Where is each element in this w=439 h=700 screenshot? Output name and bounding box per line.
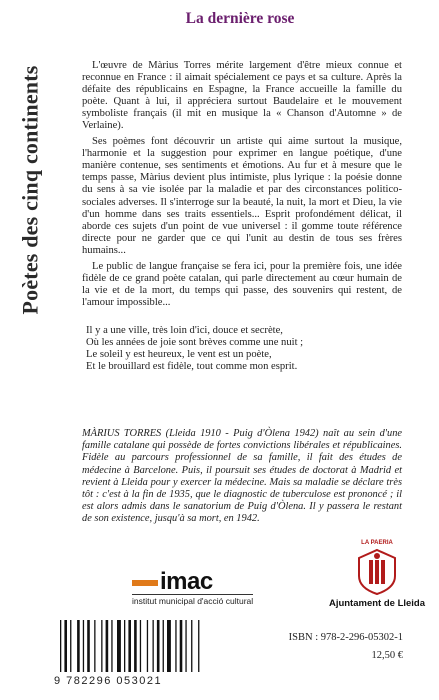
imac-subtitle: institut municipal d'acció cultural [132, 596, 254, 606]
poem-line: Et le brouillard est fidèle, tout comme mon esprit. [86, 361, 298, 373]
imac-logo [132, 570, 253, 606]
paragraph: Ses poèmes font découvrir un artiste qui aime surtout la musique, l'harmonie et la suggestion pour exprimer en langue poétique, d'une manière contenue, ses sentiments et émotions. Au fur et à mesure que le temps passe, Màrius devient plus intimiste, plus lyrique : la poésie donne du sens à sa vie isolée par la maladie et par des circonstances politico-sociales adverses. Il s'interroge sur la beauté, la nuit, la mort et Dieu, la vie d'un homme dans ses traits essentiels... Esprit profondément délicat, il aborde ces sujets d'un point de vue universel : il gomme toute référence directe pour ne garder que ce qui l'unit au destin de tous ses frères humains... [82, 136, 402, 256]
imac-wordmark: imac [132, 570, 253, 594]
series-spine-title [10, 40, 52, 340]
lleida-crest-icon [355, 548, 399, 596]
poem-line: Il y a une ville, très loin d'ici, douce et secrète, [86, 325, 283, 336]
price: 12,50 € [371, 650, 403, 661]
poem-excerpt [86, 325, 406, 373]
poem-line: Où les années de joie sont brèves comme une nuit ; [86, 337, 304, 349]
barcode-bars [54, 620, 239, 675]
ajuntament-label: Ajuntament de Lleida [328, 598, 426, 609]
barcode [54, 620, 239, 690]
back-cover-text [82, 60, 402, 313]
poem-line: Le soleil y est heureux, le vent est un poète, [86, 349, 272, 361]
paragraph: L'œuvre de Màrius Torres mérite largement d'être mieux connue et reconnue en France : il aimait spécialement ce pays et sa culture. Après la défaite des républicains en Espagne, la France accueille la famille du poète. Quant à lui, il appréciera surtout Baudelaire et le mouvement symboliste français (il mit en musique la « Chanson d'Automne » de Verlaine). [82, 60, 402, 132]
book-title: La dernière rose [185, 10, 295, 27]
paragraph: Le public de langue française se fera ici, pour la première fois, une idée fidèle de ce grand poète catalan, qui parle directement au cœur humain de la vie et de la mort, du temps qui passe, des souvenirs qui restent, de l'amour impossible... [82, 260, 402, 308]
isbn: ISBN : 978-2-296-05302-1 [288, 632, 403, 643]
author-bio: MÀRIUS TORRES (Lleida 1910 - Puig d'Òlena 1942) naît au sein d'une famille catalane qui possède de fortes convictions libérales et républicaines. Fidèle au parcours professionnel de sa famille, il fait des études de médecine à Barcelone. Puis, il poursuit ses études de doctorat à Madrid et revient à Lleida pour y exercer la médecine. Mais sa maladie se déclare très tôt : c'est à la fin de 1935, que le diagnostic de tuberculose est prononcé ; il est alors admis dans le sanatorium de Puig d'Òlena. Il y passera le restant de son existence, jusqu'à sa mort, en 1942. [82, 428, 402, 525]
imac-bar-icon [132, 580, 158, 586]
lleida-logo [322, 540, 432, 609]
barcode-digits: 9 782296 053021 [54, 675, 163, 687]
series-title-text: Poètes des cinq continents [18, 65, 43, 315]
paeria-label: LA PAERIA [361, 540, 393, 546]
